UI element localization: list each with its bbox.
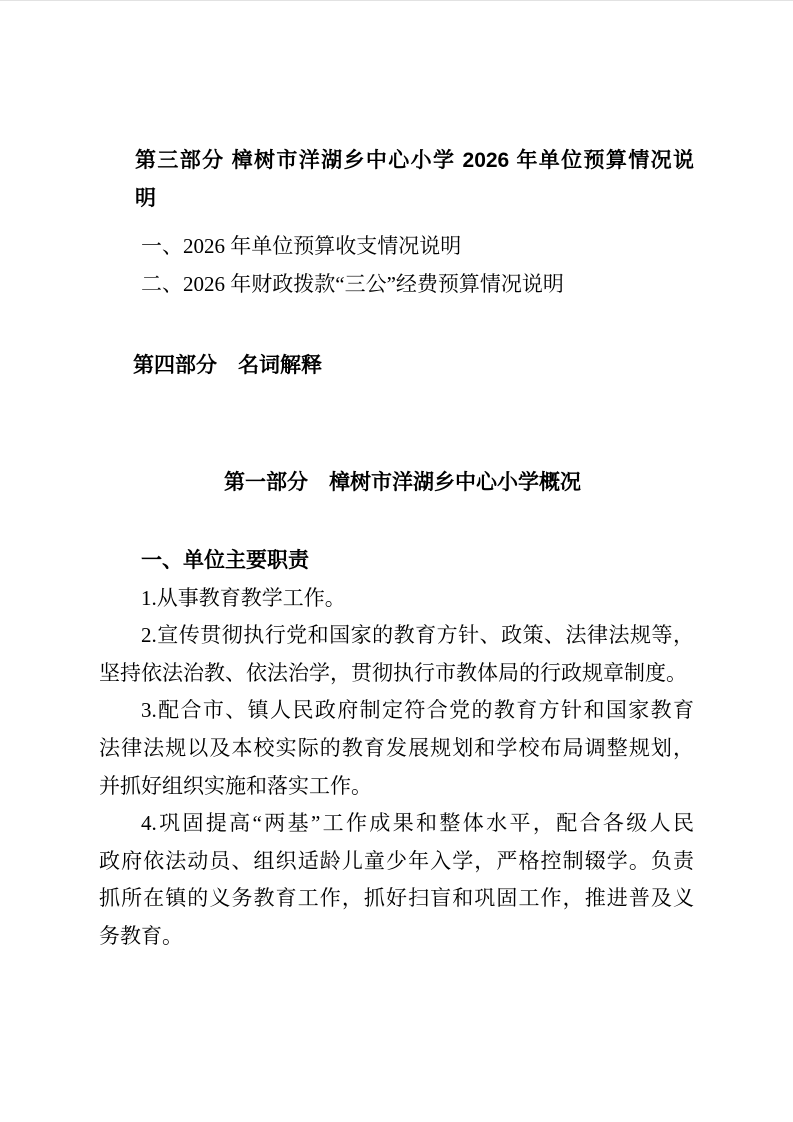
text-line: 4.巩固提高“两基”工作成果和整体水平，配合各级人民 <box>141 811 694 836</box>
text-line: 务教育。 <box>99 923 183 948</box>
toc-list <box>99 228 694 303</box>
spacer <box>99 501 694 539</box>
spacer <box>99 385 694 423</box>
duty-paragraph-4 <box>99 805 694 955</box>
spacer <box>99 422 694 460</box>
text-line: 法律法规以及本校实际的教育发展规划和学校布局调整规划， <box>99 735 694 760</box>
duties-section-heading: 一、单位主要职责 <box>141 548 309 572</box>
toc-item-three-public-funds: 二、2026 年财政拨款“三公”经费预算情况说明 <box>141 271 564 296</box>
toc-item-budget-revenue-expenditure: 一、2026 年单位预算收支情况说明 <box>141 234 462 259</box>
part1-title: 第一部分 樟树市洋湖乡中心小学概况 <box>224 470 581 494</box>
spacer <box>99 303 694 341</box>
duty-paragraph-1 <box>99 580 694 618</box>
text-line: 2.宣传贯彻执行党和国家的教育方针、政策、法律法规等， <box>141 623 694 648</box>
part3-heading <box>135 142 694 217</box>
part4-heading: 第四部分 名词解释 <box>133 353 322 377</box>
text-line: 并抓好组织实施和落实工作。 <box>99 773 372 798</box>
duty-paragraph-3 <box>99 692 694 805</box>
text-line: 3.配合市、镇人民政府制定符合党的教育方针和国家教育 <box>141 698 694 723</box>
duty-paragraph-2 <box>99 617 694 692</box>
text-line: 第三部分 樟树市洋湖乡中心小学 2026 年单位预算情况说 <box>135 149 694 172</box>
text-line: 明 <box>135 186 156 210</box>
text-line: 1.从事教育教学工作。 <box>141 585 346 610</box>
text-line: 政府依法动员、组织适龄儿童少年入学，严格控制辍学。负责 <box>99 848 694 873</box>
text-line: 坚持依法治教、依法治学，贯彻执行市教体局的行政规章制度。 <box>99 660 687 685</box>
text-line: 抓所在镇的义务教育工作，抓好扫盲和巩固工作，推进普及义 <box>99 886 694 911</box>
